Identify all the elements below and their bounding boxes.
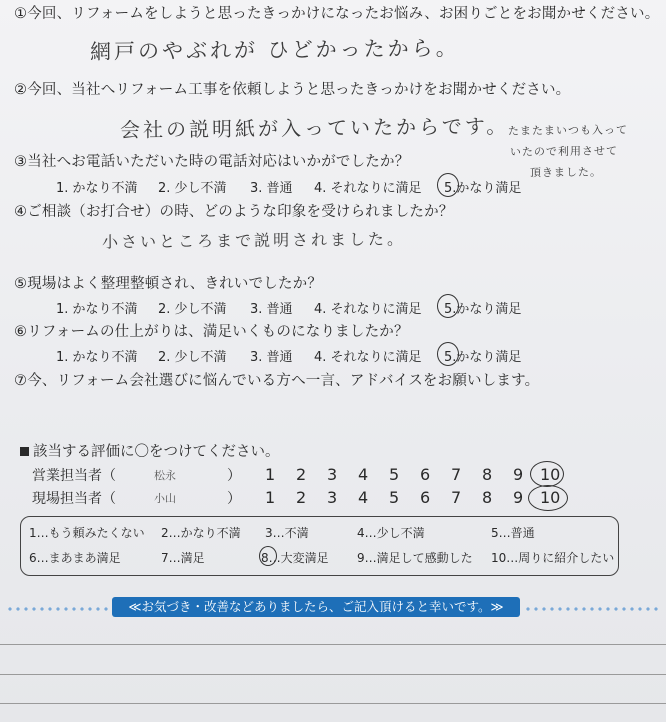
legend-4: 4…少し不満 [357, 526, 425, 540]
site-staff-row [32, 488, 561, 508]
site-selected-circle [528, 485, 568, 511]
sales-score-4[interactable]: 4 [358, 465, 369, 484]
banner-dots-right [524, 607, 660, 611]
comment-line-2[interactable] [0, 674, 666, 675]
sales-staff-name: 松永 [154, 469, 176, 482]
q3-option-2[interactable]: 2. 少し不満 [158, 181, 227, 196]
comment-banner [0, 597, 666, 619]
answer-4-handwritten: 小さいところまで説明されました。 [101, 229, 407, 252]
q6-option-3[interactable]: 3. 普通 [250, 350, 293, 365]
comment-line-1[interactable] [0, 644, 666, 645]
q3-option-4[interactable]: 4. それなりに満足 [314, 181, 422, 196]
q3-option-3[interactable]: 3. 普通 [250, 181, 293, 196]
site-score-5[interactable]: 5 [389, 488, 400, 507]
comment-line-3[interactable] [0, 703, 666, 704]
site-score-4[interactable]: 4 [358, 488, 369, 507]
question-7: ⑦今、リフォーム会社選びに悩んでいる方へ一言、アドバイスをお願いします。 [14, 373, 540, 389]
site-score-7[interactable]: 7 [451, 488, 462, 507]
q3-option-5-number: 5. [444, 181, 457, 196]
legend-6: 6…まあまあ満足 [29, 551, 121, 565]
sales-score-9[interactable]: 9 [513, 465, 524, 484]
site-score-6[interactable]: 6 [420, 488, 431, 507]
q6-option-1[interactable]: 1. かなり不満 [56, 350, 138, 365]
site-score-3[interactable]: 3 [327, 488, 338, 507]
q5-option-3[interactable]: 3. 普通 [250, 302, 293, 317]
sales-selected-circle [530, 461, 564, 487]
sales-staff-label: 営業担当者（ [32, 468, 116, 484]
rating-heading [20, 440, 280, 461]
q5-option-5-number: 5. [444, 302, 457, 317]
question-1: ①今回、リフォームをしようと思ったきっかけになったお悩み、お困りごとをお聞かせください。 [14, 6, 660, 22]
answer-2-note-line-2: いたので利用させて [509, 144, 619, 159]
q6-option-5-label: かなり満足 [456, 350, 522, 365]
q6-option-5-number: 5. [444, 350, 457, 365]
q5-option-5-label: かなり満足 [456, 302, 522, 317]
sales-score-3[interactable]: 3 [327, 465, 338, 484]
q5-option-2[interactable]: 2. 少し不満 [158, 302, 227, 317]
q5-selected-circle [437, 294, 459, 318]
banner-dots-left [6, 607, 110, 611]
sales-staff-row [32, 465, 561, 485]
legend-5: 5…普通 [491, 526, 535, 540]
question-3: ③当社へお電話いただいた時の電話対応はいかがでしたか？ [14, 154, 410, 170]
site-score-9[interactable]: 9 [513, 488, 524, 507]
site-score-1[interactable]: 1 [265, 488, 276, 507]
site-staff-label: 現場担当者（ [32, 491, 116, 507]
answer-2-handwritten: 会社の説明紙が入っていたからです。 [119, 113, 510, 143]
rating-heading-text: 該当する評価に〇をつけてください。 [33, 444, 280, 460]
rating-legend [20, 516, 619, 576]
q5-option-1[interactable]: 1. かなり不満 [56, 302, 138, 317]
banner-text: ≪お気づき・改善などありましたら、ご記入頂けると幸いです。≫ [112, 597, 520, 617]
sales-score-2[interactable]: 2 [296, 465, 307, 484]
sales-score-5[interactable]: 5 [389, 465, 400, 484]
legend-9: 9…満足して感動した [357, 551, 473, 565]
q5-option-4[interactable]: 4. それなりに満足 [314, 302, 422, 317]
site-score-8[interactable]: 8 [482, 488, 493, 507]
legend-8: 8…大変満足 [261, 551, 329, 565]
sales-score-1[interactable]: 1 [265, 465, 276, 484]
question-6: ⑥リフォームの仕上がりは、満足いくものになりましたか？ [14, 324, 409, 340]
q6-option-4[interactable]: 4. それなりに満足 [314, 350, 422, 365]
legend-10: 10…周りに紹介したい [491, 551, 615, 565]
legend-3: 3…不満 [265, 526, 309, 540]
sales-score-10[interactable]: 10 [540, 465, 561, 484]
answer-2-note-line-1: たまたまいつも入って [507, 123, 629, 138]
answer-2-note-line-3: 頂きました。 [529, 165, 603, 180]
sales-score-6[interactable]: 6 [420, 465, 431, 484]
q3-option-5-label: かなり満足 [456, 181, 522, 196]
heading-square-icon [20, 447, 29, 456]
site-score-10[interactable]: 10 [540, 488, 561, 507]
q6-option-2[interactable]: 2. 少し不満 [158, 350, 227, 365]
site-staff-name: 小山 [154, 492, 176, 505]
q3-selected-circle [437, 173, 459, 197]
answer-1-handwritten: 網戸のやぶれが ひどかったから。 [89, 36, 460, 64]
legend-1: 1…もう頼みたくない [29, 526, 145, 540]
site-staff-paren-close: ） [227, 491, 241, 507]
legend-8-mark-circle [259, 546, 277, 566]
question-4: ④ご相談（お打合せ）の時、どのような印象を受けられましたか？ [14, 204, 454, 220]
sales-staff-paren-close: ） [227, 468, 241, 484]
legend-7: 7…満足 [161, 551, 205, 565]
sales-score-7[interactable]: 7 [451, 465, 462, 484]
legend-2: 2…かなり不満 [161, 526, 241, 540]
question-2: ②今回、当社へリフォーム工事を依頼しようと思ったきっかけをお聞かせください。 [14, 82, 571, 98]
site-score-2[interactable]: 2 [296, 488, 307, 507]
q6-selected-circle [437, 342, 459, 366]
question-5: ⑤現場はよく整理整頓され、きれいでしたか？ [14, 276, 323, 292]
q3-option-1[interactable]: 1. かなり不満 [56, 181, 138, 196]
sales-score-8[interactable]: 8 [482, 465, 493, 484]
